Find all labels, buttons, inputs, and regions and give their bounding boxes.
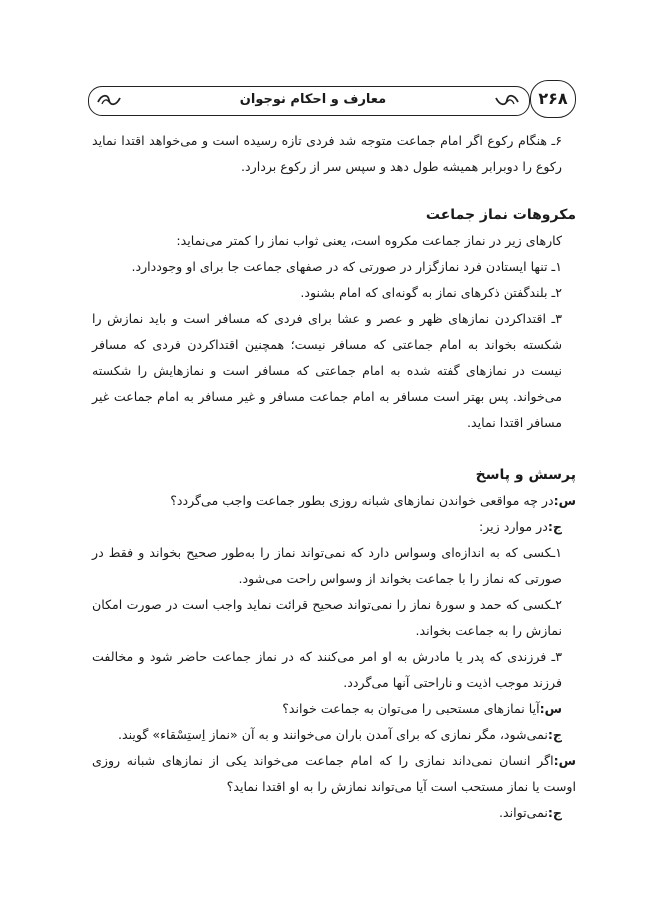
question <box>92 748 576 800</box>
answer-item: ۳ـ فرزندی که پدر یا مادرش به او امر می‌کنند که در نماز جماعت حاضر شود و مخالفت فرزند موجب اذیت و ناراحتی آنها می‌گردد. <box>92 649 562 690</box>
answer-item: ۱ـکسی که به اندازه‌ای وسواس دارد که نمی‌تواند نماز را به‌طور صحیح بخواند و فقط در صورتی که نماز را با جماعت بخواند از وسواس راحت می‌شود. <box>92 545 562 586</box>
ornament-icon <box>94 90 124 110</box>
answer-text: در موارد زیر: <box>478 519 548 534</box>
question-label: س: <box>539 701 562 716</box>
question-text: اگر انسان نمی‌داند نمازی را که امام جماعت می‌خواند یکی از نمازهای شبانه روزی اوست یا نماز مستحب است آیا می‌تواند نمازش را به او اقتدا نماید؟ <box>92 753 576 794</box>
answer <box>92 514 576 540</box>
question-text: در چه مواقعی خواندن نمازهای شبانه روزی بطور جماعت واجب می‌گردد؟ <box>170 493 554 508</box>
answer-label: ج: <box>547 727 562 742</box>
page-header <box>88 80 576 120</box>
answer-text: نمی‌تواند. <box>498 805 548 820</box>
question <box>92 696 576 722</box>
answer <box>92 722 576 748</box>
makruhat-item: ۳ـ اقتداکردن نمازهای ظهر و عصر و عشا برای فردی که مسافر است و باید نمازش را شکسته بخواند به امام جماعتی که مسافر نیست؛ همچنین اقتداکردن فردی که مسافر نیست در نمازهای گفته شده به امام جماعتی که مسافر است و نمازهایش را شکسته می‌خواند. پس بهتر است مسافر به امام جماعت مسافر و غیر مسافر به امام جماعت غیر مسافر اقتدا نماید. <box>92 311 562 430</box>
section-heading-makruhat: مکروهات نماز جماعت <box>425 207 576 223</box>
ornament-icon <box>492 90 522 110</box>
answer-label: ج: <box>547 805 562 820</box>
answer-label: ج: <box>547 519 562 534</box>
makruhat-intro: کارهای زیر در نماز جماعت مکروه است، یعنی ثواب نماز را کمتر می‌نماید: <box>176 233 562 248</box>
question-label: س: <box>553 753 576 768</box>
section-heading-qa: پرسش و پاسخ <box>475 467 576 483</box>
question-label: س: <box>553 493 576 508</box>
book-title: معارف و احکام نوجوان <box>239 92 387 107</box>
answer-item: ۲ـکسی که حمد و سورۀ نماز را نمی‌تواند صحیح قرائت نماید واجب است در صورت امکان نمازش را به جماعت بخواند. <box>92 597 562 638</box>
item-6-paragraph: ۶ـ هنگام رکوع اگر امام جماعت متوجه شد فردی تازه رسیده است و می‌خواهد اقتدا نماید رکوع را دوبرابر همیشه طول دهد و سپس سر از رکوع بردارد. <box>92 133 562 174</box>
page-content <box>92 128 576 826</box>
makruhat-item: ۲ـ بلندگفتن ذکرهای نماز به گونه‌ای که امام بشنود. <box>300 285 562 300</box>
question <box>92 488 576 514</box>
makruhat-item: ۱ـ تنها ایستادن فرد نمازگزار در صورتی که در صفهای جماعت جا برای او وجوددارد. <box>131 259 562 274</box>
page-number: ۲۶۸ <box>530 80 576 118</box>
answer <box>92 800 576 826</box>
question-text: آیا نمازهای مستحبی را می‌توان به جماعت خواند؟ <box>282 701 540 716</box>
answer-text: نمی‌شود، مگر نمازی که برای آمدن باران می‌خوانند و به آن «نماز اِستِسْقاء» گویند. <box>117 727 548 742</box>
